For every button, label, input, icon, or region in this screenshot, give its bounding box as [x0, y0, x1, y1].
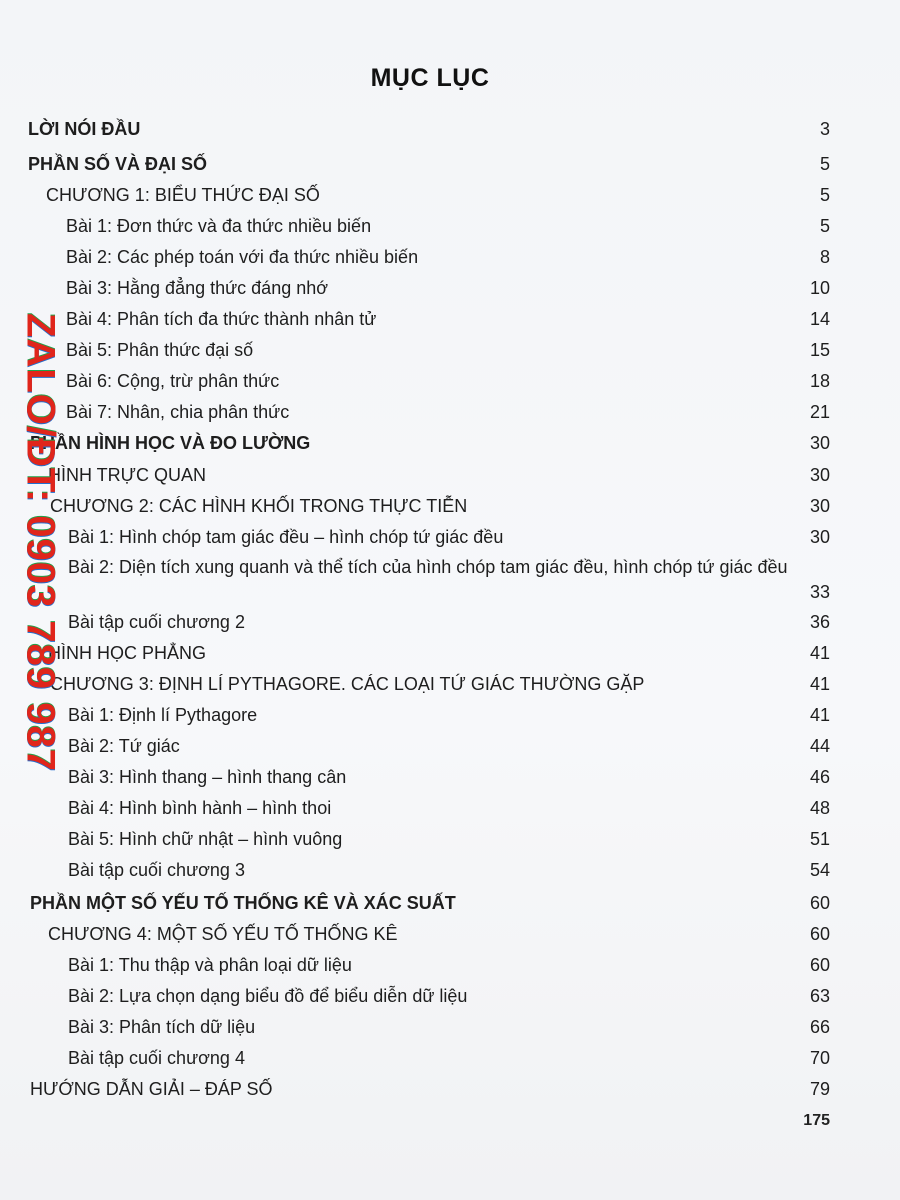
toc-entry-page: 30 — [809, 496, 830, 516]
toc-entry-exercise — [0, 1045, 900, 1075]
toc-entry-lesson — [0, 826, 900, 856]
toc-entry-page: 15 — [809, 340, 830, 360]
toc-entry-page: 5 — [819, 154, 830, 174]
toc-entry-page: 46 — [809, 767, 830, 787]
toc-entry-page: 70 — [809, 1048, 830, 1068]
toc-entry-text: Bài 2: Tứ giác — [68, 736, 180, 756]
toc-entry-part — [0, 890, 900, 920]
toc-entry-text: PHẦN HÌNH HỌC VÀ ĐO LƯỜNG — [30, 433, 311, 453]
toc-entry-text: HÌNH TRỰC QUAN — [48, 465, 207, 485]
toc-entry-answers — [0, 1076, 900, 1106]
toc-entry-lesson — [0, 306, 900, 336]
toc-entry-text: Bài 5: Hình chữ nhật – hình vuông — [68, 829, 343, 849]
toc-entry-page: 5 — [819, 185, 830, 205]
toc-entry-text: CHƯƠNG 1: BIỂU THỨC ĐẠI SỐ — [46, 185, 320, 205]
toc-entry-text: Bài 3: Hằng đẳng thức đáng nhớ — [66, 278, 329, 298]
toc-entry-text: Bài 7: Nhân, chia phân thức — [66, 402, 290, 422]
toc-entry-chapter — [0, 921, 900, 951]
toc-entry-section — [0, 640, 900, 670]
contact-watermark: ZALO/ĐT: 0903 789 987 — [18, 313, 63, 772]
toc-entry-page: 60 — [809, 955, 830, 975]
page-title: MỤC LỤC — [370, 64, 490, 92]
toc-entry-page: 18 — [809, 371, 830, 391]
toc-entry-text: Bài tập cuối chương 2 — [68, 612, 245, 632]
toc-entry-text: LỜI NÓI ĐẦU — [28, 119, 141, 139]
toc-entry-text: PHẦN SỐ VÀ ĐẠI SỐ — [28, 154, 208, 174]
toc-entry-lesson — [0, 337, 900, 367]
toc-entry-page: 48 — [809, 798, 830, 818]
toc-entry-page: 30 — [809, 465, 830, 485]
toc-entry-page: 3 — [819, 119, 830, 139]
toc-entry-lesson — [0, 524, 900, 554]
toc-entry-lesson — [0, 733, 900, 763]
toc-entry-text: Bài tập cuối chương 3 — [68, 860, 245, 880]
toc-entry-text: Bài 1: Đơn thức và đa thức nhiều biến — [66, 216, 372, 236]
toc-entry-lesson — [0, 275, 900, 305]
toc-entry-page: 5 — [819, 216, 830, 236]
toc-entry-page: 51 — [809, 829, 830, 849]
toc-entry-text: Bài 2: Lựa chọn dạng biểu đồ để biểu diễn dữ liệu — [68, 986, 468, 1006]
toc-entry-page: 21 — [809, 402, 830, 422]
toc-entry-lesson — [0, 702, 900, 732]
toc-entry-lesson — [0, 555, 900, 611]
toc-entry-text: CHƯƠNG 4: MỘT SỐ YẾU TỐ THỐNG KÊ — [48, 924, 398, 944]
toc-entry-text: CHƯƠNG 2: CÁC HÌNH KHỐI TRONG THỰC TIỄN — [50, 496, 468, 516]
toc-entry-lesson — [0, 213, 900, 243]
toc-entry-chapter — [0, 182, 900, 212]
toc-entry-text: HƯỚNG DẪN GIẢI – ĐÁP SỐ — [30, 1079, 273, 1099]
toc-entry-text: CHƯƠNG 3: ĐỊNH LÍ PYTHAGORE. CÁC LOẠI TỨ GIÁC THƯỜNG GẶP — [50, 674, 645, 694]
toc-entry-text: Bài 1: Định lí Pythagore — [68, 705, 258, 725]
toc-entry-exercise — [0, 857, 900, 887]
toc-entry-page: 33 — [809, 582, 830, 602]
toc-entry-text: Bài 1: Hình chóp tam giác đều – hình chóp tứ giác đều — [68, 527, 504, 547]
toc-entry-page: 41 — [809, 705, 830, 725]
toc-entry-preface — [0, 116, 900, 146]
toc-entry-page: 60 — [809, 924, 830, 944]
toc-entry-page: 60 — [809, 893, 830, 913]
toc-entry-page: 8 — [819, 247, 830, 267]
toc-entry-page: 54 — [809, 860, 830, 880]
toc-entry-text: Bài 3: Hình thang – hình thang cân — [68, 767, 347, 787]
toc-entry-part — [0, 430, 900, 460]
toc-entry-section — [0, 462, 900, 492]
toc-entry-lesson — [0, 244, 900, 274]
toc-entry-chapter — [0, 671, 900, 701]
toc-entry-lesson — [0, 1014, 900, 1044]
toc-entry-text: PHẦN MỘT SỐ YẾU TỐ THỐNG KÊ VÀ XÁC SUẤT — [30, 893, 456, 913]
toc-entry-lesson — [0, 952, 900, 982]
toc-entry-text: Bài 4: Phân tích đa thức thành nhân tử — [66, 309, 377, 329]
toc-entry-page: 14 — [809, 309, 830, 329]
toc-entry-text: Bài 2: Các phép toán với đa thức nhiều biến — [66, 247, 419, 267]
toc-entry-page: 10 — [809, 278, 830, 298]
toc-entry-text: Bài 1: Thu thập và phân loại dữ liệu — [68, 955, 352, 975]
toc-entry-page: 30 — [809, 433, 830, 453]
toc-entry-lesson — [0, 983, 900, 1013]
page-number: 175 — [803, 1112, 830, 1129]
toc-entry-lesson — [0, 764, 900, 794]
toc-entry-chapter — [0, 493, 900, 523]
toc-entry-lesson — [0, 399, 900, 429]
toc-entry-text: Bài 3: Phân tích dữ liệu — [68, 1017, 256, 1037]
toc-entry-page: 44 — [809, 736, 830, 756]
toc-entry-page: 36 — [809, 612, 830, 632]
toc-entry-lesson — [0, 368, 900, 398]
toc-entry-text: Bài 4: Hình bình hành – hình thoi — [68, 798, 332, 818]
toc-entry-text: HÌNH HỌC PHẲNG — [48, 643, 207, 663]
toc-entry-page: 63 — [809, 986, 830, 1006]
toc-entry-text: Bài 2: Diện tích xung quanh và thể tích của hình chóp tam giác đều, hình chóp tứ giác đều — [68, 557, 788, 577]
toc-entry-page: 79 — [809, 1079, 830, 1099]
toc-entry-text: Bài 6: Cộng, trừ phân thức — [66, 371, 280, 391]
toc-entry-exercise — [0, 609, 900, 639]
toc-entry-page: 30 — [809, 527, 830, 547]
toc-entry-page: 41 — [809, 643, 830, 663]
toc-entry-lesson — [0, 795, 900, 825]
toc-entry-part — [0, 151, 900, 181]
toc-entry-text: Bài tập cuối chương 4 — [68, 1048, 245, 1068]
toc-entry-page: 66 — [809, 1017, 830, 1037]
toc-entry-page: 41 — [809, 674, 830, 694]
toc-entry-text: Bài 5: Phân thức đại số — [66, 340, 254, 360]
